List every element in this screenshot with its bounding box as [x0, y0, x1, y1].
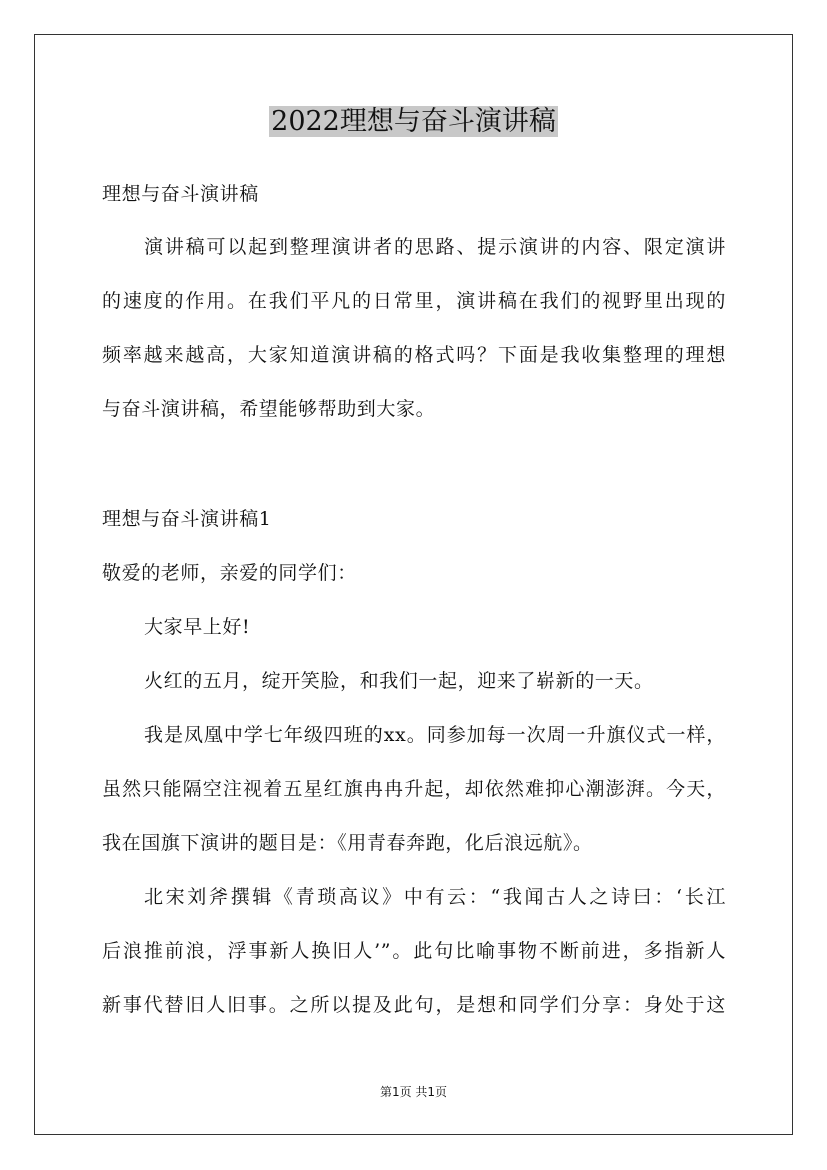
paragraph-3-line-1: 北宋刘斧撰辑《青琐高议》中有云：“我闻古人之诗曰：‘长江: [144, 886, 726, 908]
intro-line-4: 与奋斗演讲稿，希望能够帮助到大家。: [102, 398, 436, 420]
intro-line-1: 演讲稿可以起到整理演讲者的思路、提示演讲的内容、限定演讲: [144, 236, 726, 258]
paragraph-3-line-3: 新事代替旧人旧事。之所以提及此句，是想和同学们分享：身处于这: [102, 994, 726, 1016]
intro-line-2: 的速度的作用。在我们平凡的日常里，演讲稿在我们的视野里出现的: [102, 290, 726, 312]
paragraph-2-line-1: 我是凤凰中学七年级四班的xx。同参加每一次周一升旗仪式一样，: [144, 724, 726, 746]
intro-line-3: 频率越来越高，大家知道演讲稿的格式吗？下面是我收集整理的理想: [102, 344, 726, 366]
paragraph-2-line-2: 虽然只能隔空注视着五星红旗冉冉升起，却依然难抑心潮澎湃。今天，: [102, 778, 726, 800]
section-heading: 理想与奋斗演讲稿1: [102, 508, 272, 530]
paragraph-2-line-3: 我在国旗下演讲的题目是：《用青春奔跑，化后浪远航》。: [102, 832, 593, 854]
paragraph-1: 火红的五月，绽开笑脸，和我们一起，迎来了崭新的一天。: [144, 670, 654, 692]
document-title: 2022理想与奋斗演讲稿: [271, 106, 556, 137]
greeting: 大家早上好!: [144, 616, 251, 638]
paragraph-3-line-2: 后浪推前浪，浮事新人换旧人’”。此句比喻事物不断前进，多指新人: [102, 940, 726, 962]
salutation: 敬爱的老师，亲爱的同学们：: [102, 562, 357, 584]
page-footer: 第1页 共1页: [379, 1085, 448, 1099]
subtitle: 理想与奋斗演讲稿: [102, 183, 259, 205]
